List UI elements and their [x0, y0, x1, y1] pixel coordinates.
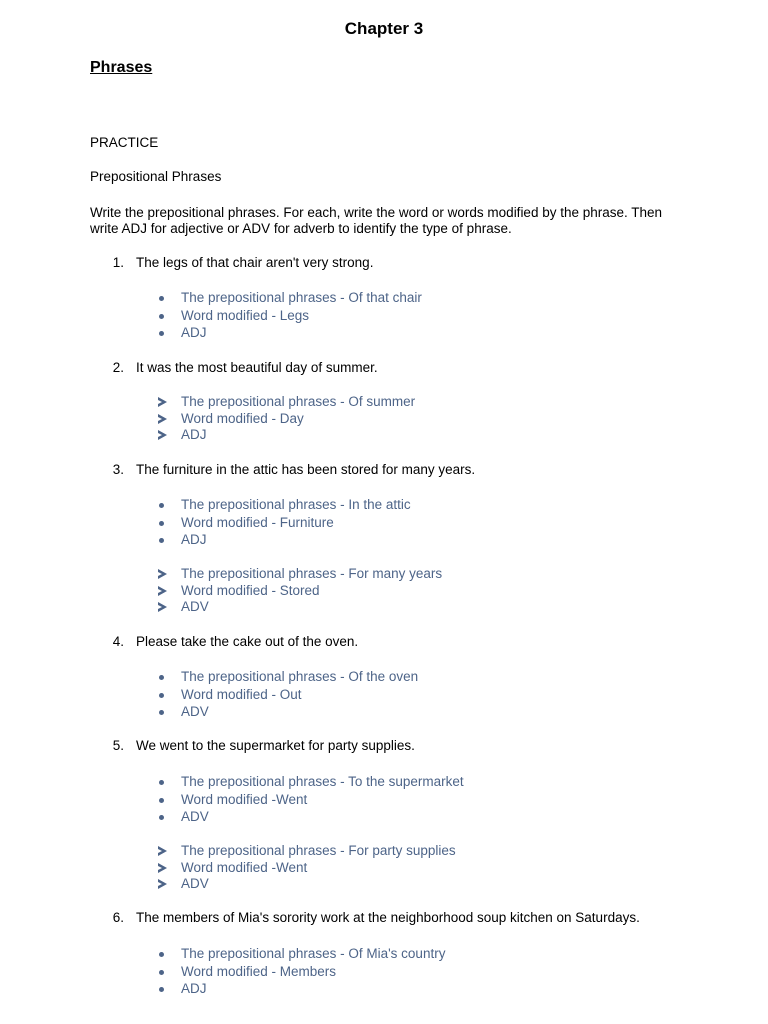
answer-line: Word modified - Out [181, 686, 302, 702]
item-sentence: The furniture in the attic has been stored for many years. [136, 462, 476, 477]
answer-line: The prepositional phrases - Of summer [181, 394, 416, 409]
item-number: 6. [112, 910, 124, 925]
bullet-dot-icon [159, 538, 164, 543]
answer-line: ADV [181, 876, 209, 891]
item-number: 4. [112, 634, 124, 649]
answer-line: Word modified - Furniture [181, 514, 334, 530]
bullet-dot-icon [159, 987, 164, 992]
arrow-bullet-icon [158, 846, 167, 856]
answer-line: ADV [181, 704, 209, 719]
answer-line: The prepositional phrases - For many years [181, 566, 443, 581]
arrow-bullet-icon [158, 879, 167, 889]
answer-line: ADJ [181, 532, 207, 547]
bullet-dot-icon [159, 296, 164, 301]
bullet-dot-icon [159, 675, 164, 680]
bullet-dot-icon [159, 503, 164, 508]
item-number: 3. [112, 462, 124, 477]
answer-line: Word modified - Members [181, 963, 337, 979]
answer-line: Word modified - Day [181, 410, 304, 426]
answer-line: Word modified -Went [181, 791, 308, 807]
item-number: 5. [112, 738, 124, 753]
answer-line: ADV [181, 599, 209, 614]
answer-line: Word modified - Stored [181, 582, 320, 598]
item-sentence: The members of Mia's sorority work at the neighborhood soup kitchen on Saturdays. [136, 910, 640, 925]
answer-line: ADJ [181, 427, 207, 442]
arrow-bullet-icon [158, 414, 167, 424]
item-sentence: We went to the supermarket for party supplies. [136, 738, 415, 753]
subheading: Prepositional Phrases [90, 169, 222, 184]
item-sentence: It was the most beautiful day of summer. [136, 360, 378, 375]
instructions-line-2: write ADJ for adjective or ADV for adverb to identify the type of phrase. [90, 221, 512, 236]
bullet-dot-icon [159, 710, 164, 715]
item-number: 2. [112, 360, 124, 375]
answer-line: The prepositional phrases - To the supermarket [181, 774, 464, 789]
item-sentence: Please take the cake out of the oven. [136, 634, 359, 649]
answer-line: ADJ [181, 981, 207, 996]
practice-label: PRACTICE [90, 135, 159, 150]
chapter-title: Chapter 3 [344, 19, 424, 38]
bullet-dot-icon [159, 815, 164, 820]
bullet-dot-icon [159, 521, 164, 526]
arrow-bullet-icon [158, 430, 167, 440]
bullet-dot-icon [159, 952, 164, 957]
section-heading: Phrases [90, 59, 153, 76]
bullet-dot-icon [159, 780, 164, 785]
arrow-bullet-icon [158, 602, 167, 612]
answer-line: ADV [181, 809, 209, 824]
arrow-bullet-icon [158, 397, 167, 407]
bullet-dot-icon [159, 693, 164, 698]
answer-line: The prepositional phrases - Of the oven [181, 669, 419, 684]
arrow-bullet-icon [158, 586, 167, 596]
item-number: 1. [112, 255, 124, 270]
item-sentence: The legs of that chair aren't very strong. [136, 255, 374, 270]
answer-line: The prepositional phrases - Of that chair [181, 290, 422, 305]
arrow-bullet-icon [158, 569, 167, 579]
instructions-line-1: Write the prepositional phrases. For each, write the word or words modified by the phrase. Then [90, 205, 663, 220]
arrow-bullet-icon [158, 863, 167, 873]
bullet-dot-icon [159, 314, 164, 319]
answer-line: The prepositional phrases - Of Mia's country [181, 946, 446, 961]
bullet-dot-icon [159, 331, 164, 336]
bullet-dot-icon [159, 970, 164, 975]
answer-line: The prepositional phrases - In the attic [181, 497, 411, 512]
answer-line: Word modified -Went [181, 859, 308, 875]
answer-line: Word modified - Legs [181, 307, 310, 323]
answer-line: The prepositional phrases - For party supplies [181, 843, 456, 858]
answer-line: ADJ [181, 325, 207, 340]
bullet-dot-icon [159, 798, 164, 803]
